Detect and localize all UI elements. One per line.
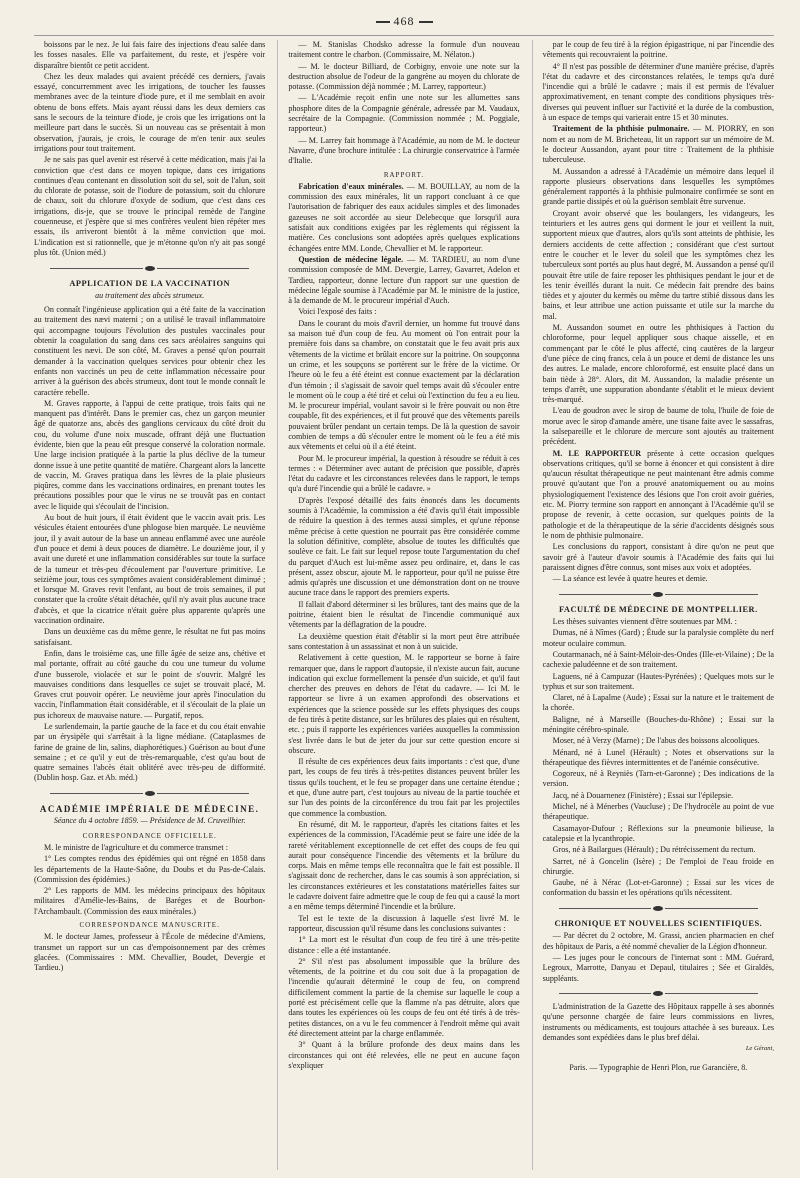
paragraph-text: — M. BOUILLAY, au nom de la commission des eaux minérales, lit un rapport concluant à ce que l'autorisation de fabriquer des eaux acidules simples et des limonades gazeuses ne soit accordée au sieur Delebecque que lorsqu'il aura satisfait aux conditions exigées par les règlements qui régissent la matière. Ces conclusions sont adoptées après quelques explications échangées entre MM. Londe, Chevallier et M. le rapporteur.	[288, 181, 520, 253]
paragraph: — Par décret du 2 octobre, M. Grassi, ancien pharmacien en chef des hôpitaux de Paris, a été nommé chevalier de la Légion d'honneur.	[542, 931, 774, 951]
section-heading: CHRONIQUE ET NOUVELLES SCIENTIFIQUES.	[554, 919, 763, 929]
divider	[543, 903, 774, 913]
paragraph: Chez les deux malades qui avaient précédé ces derniers, j'avais essayé, concurremment avec les irrigations, de toucher les fausses membranes avec de la teinture d'iode pure, et il me semblait en avoir obtenu de bons effets. Mais ayant réussi dans les deux derniers cas sans le secours de la teinture d'iode, je crois que les irrigations ont la meilleure part dans le succès. Si un nouveau cas se présentait à mon observation, j'aurais, je crois, le courage de m'en tenir aux seules irrigations pour tout traitement.	[34, 71, 266, 153]
paragraph: Pour M. le procureur impérial, la question à résoudre se réduit à ces termes : « Déterminer avec autant de précision que possible, d'après l'état du cadavre et les circonstances relevées dans le rapport, le temps qu'a duré l'incendie qui a brûlé le cadavre. »	[288, 453, 520, 494]
paragraph: Cogoreux, né à Reyniès (Tarn-et-Garonne) ; Des indications de la version.	[542, 769, 774, 789]
printer-footer: Paris. — Typographie de Henri Plon, rue Garancière, 8.	[569, 1062, 748, 1072]
paragraph: Il résulte de ces expériences deux faits importants : c'est que, d'une part, les coups de feu tirés à très-petites distances peuvent brûler les tissus qu'ils touchent, et le feu se propager dans une certaine étendue ; et que, d'une autre part, c'est toujours au niveau de la partie touchée et sur l'un des points de la circonférence du trou fait par les projectiles que commence la combustion.	[288, 757, 520, 818]
section-subheading: CORRESPONDANCE OFFICIELLE.	[82, 831, 217, 840]
paragraph: Le surlendemain, la partie gauche de la face et du cou était envahie par un érysipèle qui s'arrêtait à la ligne médiane. (Cataplasmes de farine de graine de lin, salins, diaphorétiques.) Guérison au bout d'une semaine ; et ce qu'il y eut de très-remarquable, c'est qu'au bout de quatre semaines l'abcès était oblitéré avec très-peu de difformité. (Dublin hosp. Gaz. et Ab. méd.)	[34, 722, 266, 783]
paragraph: Les conclusions du rapport, consistant à dire qu'on ne peut que savoir gré à l'auteur d'avoir soumis à l'Académie des faits qui lui paraissent dignes d'être connus, sont mises aux voix et adoptées.	[542, 542, 774, 572]
paragraph: 1° Les comptes rendus des épidémies qui ont régné en 1858 dans les départements de la Haute-Saône, du Doubs et du Pas-de-Calais. (Commission des épidémies.)	[34, 854, 266, 884]
paragraph-lead: Fabrication d'eaux minérales.	[298, 181, 404, 191]
paragraph: M. Aussandon soumet en outre les phthisiques à l'action du chloroforme, pour lequel appliquer sous chaque aisselle, et en commençant par le côté le plus affecté, cinq cautères de la largeur d'une pièce de cinq francs, cela à un pouce et demi de distance les uns des autres. Le malade, encore chloroformé, est ensuite placé dans un bain tiède à 28°. Alors, dit M. Aussandon, la maladie présente un temps d'arrêt, une suppuration abondante s'établit et le mieux devient très-marqué.	[542, 323, 774, 405]
paragraph: Dans un deuxième cas du même genre, le résultat ne fut pas moins satisfaisant.	[34, 627, 266, 647]
paragraph: Au bout de huit jours, il était évident que le vaccin avait pris. Les vésicules étaient entourées d'une phlogose bien marquée. Le neuvième jour, il y avait autour de la base un anneau enflammé avec une auréole d'un pouce et demi à deux pouces de diamètre. Le douzième jour, il y avait une dureté et une inflammation considérables sur toute la surface de la tumeur et très-peu d'écoulement par l'ouverture primitive. Le seizième jour, tous ces symptômes avaient considérablement diminué ; et lorsque M. Graves revit l'enfant, au bout de trois semaines, il put constater que la croûte s'était détachée, qu'il n'y avait plus aucune trace d'abcès, et que la cicatrice n'était guère plus apparente qu'après une vaccination ordinaire.	[34, 513, 266, 626]
section-heading: ACADÉMIE IMPÉRIALE DE MÉDECINE.	[39, 804, 260, 815]
paragraph: Sarret, né à Goncelin (Isère) ; De l'emploi de l'eau froide en chirurgie.	[542, 856, 774, 876]
divider	[543, 988, 774, 998]
section-subheading: au traitement des abcès strumeux.	[95, 290, 205, 300]
paragraph-text: — M. TARDIEU, au nom d'une commission composée de MM. Devergie, Larrey, Gavarret, Adelon et Tardieu, rapporteur, donne lecture d'un rapport sur une question de médecine légale soumise à l'Académie par M. le ministre de la justice, à la demande de M. le procureur impérial d'Auch.	[288, 254, 520, 306]
paragraph: Gros, né à Bailargues (Hérault) ; Du rétrécissement du rectum.	[552, 845, 756, 855]
paragraph: par le coup de feu tiré à la région épigastrique, ni par l'incendie des vêtements qui recouvraient la poitrine.	[542, 40, 774, 60]
paragraph: Enfin, dans le troisième cas, une fille âgée de seize ans, chétive et mal portante, offrait au côté gauche du cou une tumeur du volume d'une busserole, violacée et sur le point de s'ouvrir. Malgré les mauvaises conditions dans lesquelles ce sujet se trouvait placé, M. Graves crut pouvoir opérer. Le neuvième jour après l'inoculation du vaccin, l'inflammation était considérable, et il s'écoulait de la plaie un pus ichoreux de mauvaise nature. — Purgatif, repos.	[34, 648, 266, 720]
paragraph: Croyant avoir observé que les boulangers, les vidangeurs, les teinturiers et les autres gens qui dorment le jour et veillent la nuit, supportent mieux que d'autres, alors qu'ils sont atteints de phthisie, les derniers accidents de cette affection ; considérant que c'est surtout entre le coucher et le lever du soleil que les symptômes chez les tuberculeux sont portés au plus haut degré, M. Aussandon a pensé qu'il pouvait être utile de faire reposer les phthisiques pendant le jour et de les tenir éveillés durant la nuit. Ce médecin fait prendre des bains tièdes et y ajouter du kermès ou même du tartre stibié dissous dans les bains, et leur attribue une action puissante et utile sur la marche du mal.	[542, 208, 774, 321]
column-3	[532, 40, 774, 1170]
column-2	[277, 40, 519, 1170]
paragraph: Jacq, né à Douarnenez (Finistère) ; Essai sur l'épilepsie.	[552, 790, 734, 800]
paragraph-lead: Traitement de la phthisie pulmonaire.	[552, 124, 690, 134]
paragraph: Dans le courant du mois d'avril dernier, un homme fut trouvé dans sa maison tué d'un coup de feu. Au moment où l'on entrait pour la première fois dans sa chambre, on constatait que le feu avait pris aux vêtements de la victime et brûlait encore sur la poitrine. On soupçonna un crime, et les soupçons se portèrent sur le frère de la victime. Or l'heure où le feu a été éteint est connue exactement par la déclaration d'un témoin ; il s'agissait de savoir quel temps avait dû s'écouler entre le moment où le coup a été tiré et celui où l'extinction du feu a eu lieu. M. le procureur impérial, voulant savoir si le frère pouvait ou non être coupable, fit des expériences, et il fut prouvé que des vêtements pareils pouvaient brûler pendant un certain temps. De là la question de savoir combien de temps a dû s'écouler entre le moment où le feu a été mis aux vêtements et celui où il a été éteint.	[288, 318, 520, 452]
paragraph: — M. Stanislas Chodsko adresse la formule d'un nouveau traitement contre le charbon. (Commissaire, M. Nélaton.)	[288, 40, 520, 60]
paragraph-lead: Question de médecine légale.	[298, 254, 404, 264]
paragraph: L'administration de la Gazette des Hôpitaux rappelle à ses abonnés qu'une personne chargée de faire leurs commissions en livres, instruments ou médicaments, est toujours attachée à ses bureaux. Les demandes sont expédiées dans le plus bref délai.	[542, 1002, 774, 1043]
paragraph: Michel, né à Ménerbes (Vaucluse) ; De l'hydrocèle au point de vue thérapeutique.	[542, 802, 774, 822]
paragraph: Dumas, né à Nîmes (Gard) ; Étude sur la paralysie complète du nerf moteur oculaire commun.	[542, 628, 774, 648]
paragraph: M. Graves rapporte, à l'appui de cette pratique, trois faits qui ne manquent pas d'intérêt. Dans le premier cas, chez un garçon meunier âgé de quatorze ans, abcès des ganglions cervicaux du côté droit du cou, du volume d'une noix muscade, offrant déjà une fluctuation évidente, bien que la peau eût presque conservé la coloration normale. Une large incision pratiquée à la partie la plus déclive de la tumeur donne issue à une petite quantité de matière. Chargeant alors la lancette de vaccin, M. Graves pratiqua dans les lèvres de la plaie plusieurs piqûres, comme dans les vaccinations ordinaires, en prenant toutes les précautions possibles pour que le virus ne se trouvât pas en contact avec le liquide qui s'écoulait de l'incision.	[34, 398, 266, 511]
paragraph: — La séance est levée à quatre heures et demie.	[552, 574, 708, 584]
paragraph: — Les juges pour le concours de l'internat sont : MM. Guérard, Legroux, Marrotte, Danyau et Depaul, titulaires ; Sée et Giraldès, suppléants.	[542, 952, 774, 983]
paragraph-text: — M. PIORRY, en son nom et au nom de M. Bricheteau, lit un rapport sur un mémoire de M. le docteur Aussandon, ayant pour titre : Traitement de la phthisie tuberculeuse.	[542, 124, 774, 165]
paragraph: Tel est le texte de la discussion à laquelle s'est livré M. le rapporteur, discussion qu'il résume dans les conclusions suivantes :	[288, 913, 520, 933]
paragraph: — M. Larrey fait hommage à l'Académie, au nom de M. le docteur Navarre, d'une brochure intitulée : La chirurgie conservatrice à l'armée d'Italie.	[288, 135, 520, 166]
paragraph: Les thèses suivantes viennent d'être soutenues par MM. :	[552, 617, 737, 627]
paragraph: Ménard, né à Lunel (Hérault) ; Notes et observations sur la thérapeutique des fièvres intermittentes et de l'anémie consécutive.	[542, 747, 774, 767]
section-heading: FACULTÉ DE MÉDECINE DE MONTPELLIER.	[558, 604, 758, 614]
divider	[34, 788, 265, 798]
paragraph: 3° Quant à la brûlure profonde des deux mains dans les circonstances qui ont été relevées, elle ne peut en aucune façon s'expliquer	[288, 1040, 520, 1070]
paragraph: 2° S'il n'est pas absolument impossible que la brûlure des vêtements, de la poitrine et du cou soit due à la propagation de l'incendie qu'aurait déterminé le coup de feu, on comprend difficilement comment la partie de la chemise sur laquelle le coup a porté est précisément celle que la flamme n'a pas détruite, alors que dans toutes les expériences où les coups de feu ont été tirés à de très-petites distances, on a vu le feu commencer à l'endroit même qui avait été directement atteint par la charge enflammée.	[288, 956, 520, 1038]
paragraph: Moser, né à Verzy (Marne) ; De l'abus des boissons alcooliques.	[552, 736, 760, 746]
section-heading: APPLICATION DE LA VACCINATION	[69, 278, 231, 288]
paragraph	[288, 255, 519, 306]
paragraph: Laguens, né à Campuzar (Hautes-Pyrénées) ; Quelques mots sur le typhus et sur son traitement.	[542, 671, 774, 691]
paragraph: M. le docteur James, professeur à l'École de médecine d'Amiens, transmet un rapport sur un cas d'empoisonnement par des crèmes glacées. (Commissaires : MM. Chevallier, Boudet, Devergie et Tardieu.)	[34, 932, 266, 973]
paragraph: On connaît l'ingénieuse application qui a été faite de la vaccination au traitement des nævi materni ; on a utilisé le travail inflammatoire qui accompagne toujours l'évolution des pustules vaccinales pour obtenir la coagulation du sang dans ces sacs aréolaires sanguins qui constituent les nævi. De son côté, M. Graves a pensé qu'on pourrait demander à la vaccination quelques services pour obtenir chez les enfants non vaccinés un peu de cette inflammation nécessaire pour arriver à la guérison des abcès strumeux, dont tout le monde connaît le caractère rebelle.	[34, 305, 266, 397]
section-subheading: Séance du 4 octobre 1859. — Présidence de M. Cruveilhier.	[53, 816, 246, 826]
paragraph: Voici l'exposé des faits :	[298, 307, 377, 317]
divider	[543, 588, 774, 598]
paragraph	[543, 449, 774, 542]
paragraph: M. le ministre de l'agriculture et du commerce transmet :	[44, 842, 228, 852]
paragraph-lead: M. LE RAPPORTEUR	[552, 448, 642, 458]
paragraph: boissons par le nez. Je lui fais faire des injections d'eau salée dans les fosses nasales. Elle va parfaitement, du reste, et j'espère voir disparaître bientôt ce petit accident.	[34, 40, 266, 70]
paragraph: Baligne, né à Marseille (Bouches-du-Rhône) ; Essai sur la méningite cérébro-spinale.	[542, 714, 774, 734]
section-subheading: CORRESPONDANCE MANUSCRITE.	[79, 921, 220, 930]
paragraph: 1° La mort est le résultat d'un coup de feu tiré à une très-petite distance : elle a été instantanée.	[288, 935, 520, 955]
paragraph: Gaube, né à Nérac (Lot-et-Garonne) ; Essai sur les vices de conformation du bassin et les opérations qu'ils nécessitent.	[542, 878, 774, 898]
footer-label: Le Gérant,	[745, 1045, 774, 1053]
paragraph: Casamayor-Dufour ; Réflexions sur la pneumonie bilieuse, la catalepsie et la lycanthropie.	[542, 823, 774, 843]
paragraph: Je ne sais pas quel avenir est réservé à cette médication, mais j'ai la conviction que c'est dans ce moyen topique, dans ces irrigations continues d'eau contenant en dissolution soit du sel, soit de l'alun, soit du chlorate de potasse, soit de l'iodure de potassium, soit du chlorure de chaux, soit du chlorure d'oxyde de sodium, que c'est dans ces irrigations, dis-je, que se trouve le principal remède de l'angine couenneuse, et j'espère que si mes confrères veulent bien répéter mes essais, ils arriveront bientôt à la même conviction que moi. L'indication est si rationnelle, que je m'étonne qu'on n'y ait pas songé plus tôt. (Union méd.)	[34, 155, 266, 257]
paragraph: — M. le docteur Billiard, de Corbigny, envoie une note sur la destruction absolue de l'odeur de la gangrène au moyen du chlorate de potasse. (Commission déjà nommée ; M. Larrey, rapporteur.)	[288, 61, 520, 92]
paragraph: Il fallait d'abord déterminer si les brûlures, tant des mains que de la poitrine, étaient bien le résultat de l'incendie communiqué aux vêtements par la déflagration de la poudre.	[288, 599, 520, 630]
column-1	[34, 40, 265, 1170]
paragraph-text: présente à cette occasion quelques observations critiques, qu'il se borne à énoncer et qui consistent à dire qu'aucun résultat thérapeutique ne peut maintenant être admis comme prouvé qu'autant que l'on a prouvé anatomiquement ou au moins physiologiquement l'existence des lésions que l'on croit avoir guéries, etc. M. Piorry termine son rapport en annonçant à l'Académie qu'il se propose de revenir, à cette occasion, sur quelques points de la pathologie et de la thérapeutique de la série d'accidents désignés sous le nom de phthisie pulmonaire.	[542, 448, 774, 540]
paragraph: Coutarmanach, né à Saint-Méloir-des-Ondes (Ille-et-Vilaine) ; De la cachexie paludéenne et de son traitement.	[542, 649, 774, 670]
page-number: 468	[34, 14, 774, 29]
paragraph	[288, 182, 519, 254]
paragraph: Claret, né à Lapalme (Aude) ; Essai sur la nature et le traitement de la chorée.	[542, 693, 774, 713]
paragraph: La deuxième question était d'établir si la mort peut être attribuée sans contestation à un assassinat et non à un suicide.	[288, 631, 520, 651]
paragraph: M. Aussandon a adressé à l'Académie un mémoire dans lequel il rapporte plusieurs observations dans lesquelles les symptômes généralement rapportés à la phthisie pulmonaire confirmée se sont en grande partie dissipés et où la guérison semblait être survenue.	[542, 166, 774, 207]
paragraph: 4° Il n'est pas possible de déterminer d'une manière précise, d'après l'état du cadavre et des circonstances relatées, le temps qu'a duré l'incendie qui a brûlé le cadavre ; mais il est permis de l'évaluer approximativement, en tenant compte des conditions physiques très-diverses qui peuvent influer sur l'activité et la durée de la combustion, à un espace de temps qui varierait entre 15 et 30 minutes.	[542, 61, 774, 123]
paragraph: 2° Les rapports de MM. les médecins principaux des hôpitaux militaires d'Amélie-les-Bains, de Baréges et de Bourbon-l'Archambault. (Commission des eaux minérales.)	[34, 886, 266, 916]
paragraph: D'après l'exposé détaillé des faits énoncés dans les documents soumis à l'Académie, la commission a été d'avis qu'il était impossible de réduire la question à des termes aussi simples, et qu'une réponse même précise à cette question ne pourrait pas être considérée comme la solution définitive, complète, absolue de toutes les difficultés que soulève ce fait. Le fait sur lequel repose toute l'argumentation du chef du parquet d'Auch est lui-même assez peu ordinaire, et, dans le cas présent, assez obscur, ajoute M. le rapporteur, pour qu'il ne puisse être admis qu'après une discussion et une démonstration dont on ne trouve aucune trace dans le rapport des premiers experts.	[288, 495, 520, 598]
paragraph	[543, 124, 774, 165]
section-subheading: RAPPORT.	[383, 170, 425, 179]
paragraph: L'eau de goudron avec le sirop de baume de tolu, l'huile de foie de morue avec le sirop d'amande amère, une tisane faite avec le sassafras, la salsepareille et le chlorure de mercure sont ajoutés au traitement précédent.	[542, 406, 774, 447]
paragraph: — L'Académie reçoit enfin une note sur les allumettes sans phosphore dites de la Compagnie générale, adressée par M. Vaudaux, secrétaire de la Compagnie. (Commission nommée ; M. Poggiale, rapporteur.)	[288, 93, 520, 134]
paragraph: Relativement à cette question, M. le rapporteur se borne à faire remarquer que, dans le rapport d'autopsie, il n'existe aucun fait, aucune indication qui exclue formellement la pensée d'un suicide, et qu'il faut chercher des preuves en dehors de l'état du cadavre. — Ici M. le rapporteur se livre à un examen approfondi des observations et expériences que la science possède sur les effets physiques des coups de feu tirés à petite distance, sur les brûlures des plaies qui en résultent, etc. ; puis il rapporte les expériences variées auxquelles la commission s'est livrée dans le but de jeter du jour sur cette question encore si obscure.	[288, 653, 520, 755]
divider	[34, 262, 265, 272]
paragraph: En résumé, dit M. le rapporteur, d'après les citations faites et les expériences de la commission, l'Académie peut se faire une idée de la rareté véritablement exceptionnelle de cet effet des coups de feu qui aurait pour conséquence l'incendie des vêtements et la brûlure du corps. Mais en même temps elle reconnaîtra que le fait est possible. Il s'agissait donc de rechercher, dans le cas soumis à son appréciation, si les circonstances extérieures et les constatations matérielles faites sur le cadavre doivent faire admettre que le coup de feu qui a causé la mort a en même temps déterminé l'incendie et la brûlure.	[288, 819, 520, 912]
columns	[34, 35, 774, 1170]
